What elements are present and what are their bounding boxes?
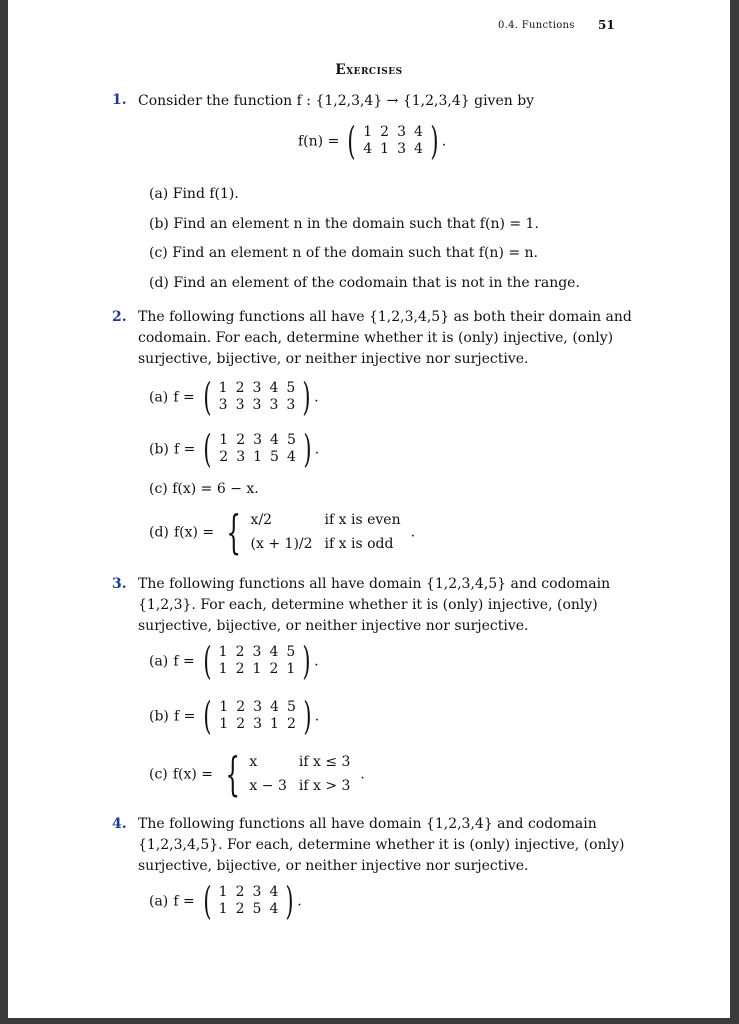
matrix-cell: 3	[235, 397, 245, 413]
part-label: (b)	[149, 441, 169, 458]
matrix-cell: 4	[269, 644, 279, 660]
matrix-cell: 2	[236, 432, 246, 448]
matrix-cell: 4	[414, 124, 423, 140]
case-condition: if x is even	[324, 512, 401, 528]
matrix-cell: 5	[286, 432, 296, 448]
exercise-3c: (c) f(x) = { x if x ≤ 3 x − 3 if x > 3 .	[149, 747, 365, 801]
matrix-cell: 1	[219, 432, 229, 448]
two-row-matrix: ( 1 2 3 4 5 3 3 3 3 3 )	[203, 375, 311, 419]
part-text: f(x) = 6 − x.	[172, 481, 259, 497]
equation-lhs: f =	[173, 893, 195, 910]
exercise-2-number: 2.	[112, 309, 127, 325]
equation-lhs: f =	[173, 389, 195, 406]
intro-line: {1,2,3}. For each, determine whether it is (only) injective, (only)	[138, 597, 598, 613]
matrix-cell: 4	[270, 432, 279, 448]
part-label: (c)	[149, 481, 168, 497]
equation-lhs: f(x) =	[172, 766, 214, 783]
part-text: Find an element of the codomain that is not in the range.	[173, 275, 580, 291]
piecewise-function: { x/2 if x is even (x + 1)/2 if x is odd	[219, 508, 410, 556]
part-text: Find f(1).	[172, 186, 239, 202]
part-label: (d)	[149, 275, 169, 291]
exercise-1-intro: Consider the function f : {1,2,3,4} → {1,2,3,4} given by	[138, 93, 535, 109]
part-label: (a)	[149, 893, 169, 910]
part-text: Find an element n in the domain such that f(n) = 1.	[173, 216, 539, 232]
matrix-cell: 1	[218, 884, 228, 900]
equation-lhs: f =	[173, 441, 196, 458]
exercise-2a: (a) f = ( 1 2 3 4 5 3 3 3 3 3 ) .	[149, 375, 319, 419]
matrix-cell: 4	[270, 699, 279, 715]
matrix-cell: 3	[253, 432, 263, 448]
matrix-cell: 1	[219, 699, 229, 715]
two-row-matrix: ( 1 2 3 4 5 2 3 1 5 4 )	[203, 427, 312, 471]
matrix-cell: 1	[363, 124, 373, 140]
exercise-3-number: 3.	[112, 576, 127, 592]
matrix-cell: 2	[235, 380, 245, 396]
matrix-cell: 2	[236, 716, 246, 732]
exercise-4-number: 4.	[112, 816, 127, 832]
matrix-cell: 2	[286, 716, 296, 732]
matrix-cell: 2	[235, 901, 245, 917]
matrix-cell: 4	[269, 380, 279, 396]
section-title: Exercises	[335, 62, 403, 78]
matrix-cell: 2	[219, 449, 229, 465]
matrix-cell: 1	[380, 141, 390, 157]
matrix-cell: 5	[270, 449, 279, 465]
two-row-matrix: ( 1 2 3 4 4 1 3 4 )	[347, 119, 439, 163]
intro-line: The following functions all have domain {1,2,3,4} and codomain	[138, 816, 597, 832]
matrix-cell: 3	[269, 397, 279, 413]
textbook-page	[8, 0, 730, 1018]
two-row-matrix: ( 1 2 3 4 5 1 2 3 1 2 )	[203, 694, 312, 738]
part-label: (d)	[149, 524, 169, 541]
exercise-2b: (b) f = ( 1 2 3 4 5 2 3 1 5 4 ) .	[149, 427, 320, 471]
case-expression: x − 3	[249, 778, 287, 794]
part-label: (a)	[149, 653, 169, 670]
intro-line: surjective, bijective, or neither injective nor surjective.	[138, 618, 529, 634]
matrix-cell: 1	[270, 716, 279, 732]
exercise-4a: (a) f = ( 1 2 3 4 1 2 5 4 ) .	[149, 879, 302, 923]
matrix-cell: 2	[380, 124, 390, 140]
exercise-4-intro	[138, 814, 624, 877]
exercise-2d: (d) f(x) = { x/2 if x is even (x + 1)/2 if x is odd .	[149, 505, 416, 559]
matrix-cell: 5	[286, 380, 296, 396]
case-condition: if x ≤ 3	[298, 754, 351, 770]
two-row-matrix: ( 1 2 3 4 5 1 2 1 2 1 )	[203, 639, 311, 683]
part-label: (b)	[149, 216, 169, 232]
equation-lhs: f =	[173, 653, 195, 670]
matrix-cell: 3	[252, 884, 262, 900]
exercise-1-number: 1.	[112, 92, 127, 108]
matrix-cell: 4	[269, 901, 279, 917]
page-number: 51	[598, 18, 615, 32]
matrix-cell: 2	[235, 644, 245, 660]
case-expression: x/2	[250, 512, 273, 528]
two-row-matrix: ( 1 2 3 4 1 2 5 4 )	[203, 879, 294, 923]
matrix-cell: 2	[235, 661, 245, 677]
case-condition: if x > 3	[298, 778, 351, 794]
matrix-cell: 1	[286, 661, 296, 677]
matrix-cell: 1	[218, 901, 228, 917]
matrix-cell: 2	[235, 884, 245, 900]
matrix-cell: 1	[218, 661, 228, 677]
case-condition: if x is odd	[324, 536, 394, 552]
matrix-cell: 1	[218, 644, 228, 660]
matrix-cell: 3	[236, 449, 246, 465]
piecewise-function: { x if x ≤ 3 x − 3 if x > 3	[218, 750, 360, 798]
intro-line: The following functions all have {1,2,3,4,5} as both their domain and	[138, 309, 632, 325]
matrix-cell: 1	[219, 716, 229, 732]
matrix-cell: 5	[252, 901, 262, 917]
part-label: (a)	[149, 186, 169, 202]
exercise-3-intro	[138, 574, 610, 637]
exercise-3b: (b) f = ( 1 2 3 4 5 1 2 3 1 2 ) .	[149, 694, 320, 738]
matrix-cell: 5	[286, 644, 296, 660]
intro-line: codomain. For each, determine whether it is (only) injective, (only)	[138, 330, 614, 346]
equation-lhs: f(x) =	[173, 524, 215, 541]
part-label: (b)	[149, 708, 169, 725]
matrix-cell: 1	[252, 661, 262, 677]
running-head: 0.4. Functions	[498, 20, 575, 31]
case-expression: x	[249, 754, 258, 770]
matrix-cell: 3	[253, 716, 263, 732]
intro-line: The following functions all have domain {1,2,3,4,5} and codomain	[138, 576, 611, 592]
intro-line: {1,2,3,4,5}. For each, determine whether it is (only) injective, (only)	[138, 837, 625, 853]
matrix-cell: 2	[236, 699, 246, 715]
part-label: (a)	[149, 389, 169, 406]
matrix-cell: 3	[252, 380, 262, 396]
matrix-cell: 5	[286, 699, 296, 715]
matrix-cell: 4	[269, 884, 279, 900]
part-label: (c)	[149, 245, 168, 261]
matrix-cell: 3	[253, 699, 263, 715]
intro-line: surjective, bijective, or neither injective nor surjective.	[138, 858, 529, 874]
exercise-3a: (a) f = ( 1 2 3 4 5 1 2 1 2 1 ) .	[149, 639, 319, 683]
matrix-cell: 3	[252, 397, 262, 413]
intro-line: surjective, bijective, or neither injective nor surjective.	[138, 351, 529, 367]
matrix-cell: 4	[363, 141, 373, 157]
matrix-cell: 2	[269, 661, 279, 677]
exercise-2-intro	[138, 307, 632, 370]
matrix-cell: 3	[397, 124, 406, 140]
matrix-cell: 1	[218, 380, 228, 396]
equation-lhs: f(n) =	[298, 133, 340, 150]
matrix-cell: 3	[397, 141, 406, 157]
equation-lhs: f =	[173, 708, 196, 725]
matrix-cell: 1	[253, 449, 263, 465]
matrix-cell: 3	[252, 644, 262, 660]
part-label: (c)	[149, 766, 168, 783]
matrix-cell: 4	[414, 141, 423, 157]
matrix-cell: 3	[286, 397, 296, 413]
case-expression: (x + 1)/2	[250, 536, 313, 552]
part-text: Find an element n of the domain such that f(n) = n.	[172, 245, 539, 261]
matrix-cell: 4	[286, 449, 296, 465]
exercise-1-equation: f(n) = ( 1 2 3 4 4 1 3 4 ) .	[298, 119, 447, 163]
matrix-cell: 3	[218, 397, 228, 413]
